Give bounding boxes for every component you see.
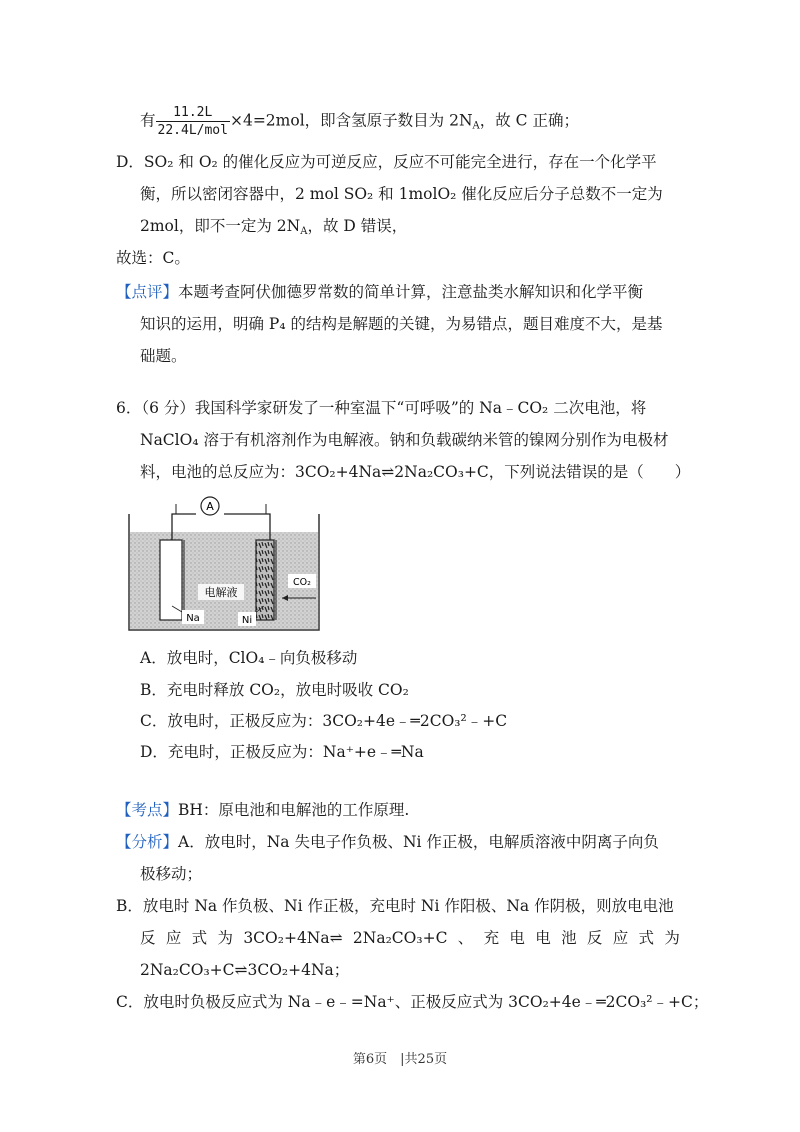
word: 充 [483,929,500,947]
fenxi-line-1 [116,832,659,852]
comment-line-1 [116,282,643,302]
question-line-1: 6．（6 分）我国科学家研发了一种室温下“可呼吸”的 Na﹣CO₂ 二次电池，将 [116,399,647,417]
na-electrode [160,540,182,620]
fraction [156,104,230,139]
comment-tag: 【点评】 [116,283,179,301]
option-d-line-3-text: 2mol，即不一定为 2N [140,217,301,235]
question-line-2: NaClO₄ 溶于有机溶剂作为电解液。钠和负载碳纳米管的镍网分别作为电极材 [140,431,669,449]
word: 反 [586,929,603,947]
ammeter-leads [176,504,266,514]
na-label: Na [186,613,200,624]
conclusion-text: ，故 C 正确； [479,111,579,130]
word: 2Na₂CO₃+C [352,929,448,947]
ni-label: Ni [241,615,253,626]
analysis-c-line: C．放电时负极反应式为 Na﹣e﹣=Na⁺、正极反应式为 3CO₂+4e﹣═2CO₃²﹣+C； [116,993,709,1011]
kaodian-tag: 【考点】 [116,801,179,819]
word: 为 [664,929,680,947]
battery-diagram-svg [126,494,322,632]
word: 式 [191,929,208,947]
option-d-line-2: 衡，所以密闭容器中，2 mol SO₂ 和 1molO₂ 催化反应后分子总数不一定为 [140,185,663,203]
word: 、 [457,929,474,947]
ni-electrode [256,540,274,620]
comment-text-1: 本题考查阿伏伽德罗常数的简单计算，注意盐类水解知识和化学平衡 [178,283,644,301]
word: 应 [165,929,182,947]
subscript-a: A [300,226,308,237]
option-c: C．放电时，正极反应为：3CO₂+4e﹣═2CO₃²﹣+C [140,712,508,730]
word: 电 [509,929,525,947]
option-b: B．充电时释放 CO₂，放电时吸收 CO₂ [140,681,409,699]
comment-line-3: 础题。 [140,347,187,365]
word: 反 [140,929,156,947]
fenxi-tag: 【分析】 [116,833,179,851]
fraction-numerator: 11.2L [156,104,230,122]
word: 电 [535,929,551,947]
option-a: A．放电时，ClO₄﹣向负极移动 [140,649,358,667]
co2-label: CO₂ [293,577,311,588]
prefix-text: 有 [140,111,156,130]
option-c-continuation [140,104,579,139]
option-d: D．充电时，正极反应为：Na⁺+e﹣═Na [140,743,424,761]
subscript-a: A [472,120,480,132]
word: 池 [561,929,577,947]
analysis-b-line-1: B．放电时 Na 作负极、Ni 作正极，充电时 Ni 作阳极、Na 作阴极，则放电电池 [116,897,674,915]
battery-diagram [126,494,322,632]
option-d-line-1: D．SO₂ 和 O₂ 的催化反应为可逆反应，反应不可能完全进行，存在一个化学平 [116,153,657,171]
calc-text: ×4=2mol，即含氢原子数目为 2N [229,111,473,130]
kaodian-text: BH：原电池和电解池的工作原理. [178,801,410,819]
answer-line: 故选：C。 [116,249,190,267]
ammeter-label: A [206,500,214,513]
option-d-line-3 [140,216,407,236]
word: 3CO₂+4Na⇌ [243,929,343,947]
analysis-b-line-3: 2Na₂CO₃+C⇌3CO₂+4Na； [140,961,350,979]
word: 式 [638,929,655,947]
option-d-line-3-end: ，故 D 错误， [307,217,408,235]
page-footer: 第6页 |共25页 [352,1052,448,1067]
comment-line-2: 知识的运用，明确 P₄ 的结构是解题的关键，为易错点，题目难度不大，是基 [140,315,663,333]
fenxi-text-1: A．放电时，Na 失电子作负极、Ni 作正极，电解质溶液中阴离子向负 [178,833,659,851]
word: 应 [612,929,629,947]
kaodian-line [116,800,409,820]
electrolyte-label: 电解液 [204,586,238,599]
fenxi-line-2: 极移动； [140,865,203,883]
question-line-3: 料，电池的总反应为：3CO₂+4Na⇌2Na₂CO₃+C，下列说法错误的是（ ） [140,463,691,481]
fraction-denominator: 22.4L/mol [157,123,228,138]
word: 为 [217,929,233,947]
analysis-b-line-2 [140,928,680,948]
